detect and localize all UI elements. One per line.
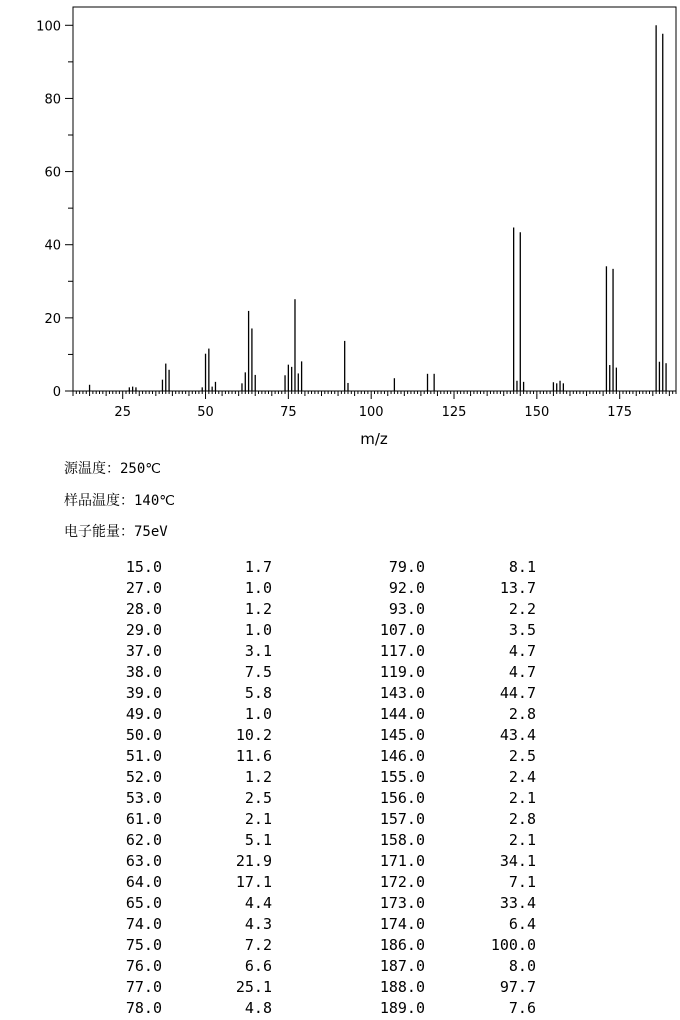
mz-value: 158.0 — [379, 831, 425, 849]
x-tick-label: 175 — [607, 405, 633, 420]
mz-value: 119.0 — [379, 663, 425, 681]
mz-value: 51.0 — [125, 747, 162, 765]
mz-value: 37.0 — [125, 642, 162, 660]
intensity-value: 25.1 — [235, 978, 272, 996]
intensity-value: 4.3 — [244, 915, 272, 933]
mz-value: 61.0 — [125, 810, 162, 828]
intensity-value: 2.8 — [508, 705, 536, 723]
table-row — [0, 704, 680, 725]
table-row — [0, 851, 680, 872]
mz-value: 107.0 — [379, 621, 425, 639]
mz-value: 156.0 — [379, 789, 425, 807]
source-temperature-label: 源温度： — [64, 461, 120, 477]
mz-value: 53.0 — [125, 789, 162, 807]
mz-value: 157.0 — [379, 810, 425, 828]
minor-ticks — [68, 62, 676, 396]
intensity-value: 34.1 — [499, 852, 536, 870]
intensity-value: 1.2 — [244, 768, 272, 786]
mz-value: 27.0 — [125, 579, 162, 597]
mz-value: 92.0 — [388, 579, 425, 597]
mz-value: 28.0 — [125, 600, 162, 618]
sample-temperature — [64, 492, 175, 510]
table-row — [0, 998, 680, 1019]
intensity-value: 2.2 — [508, 600, 536, 618]
mz-value: 173.0 — [379, 894, 425, 912]
intensity-value: 6.4 — [508, 915, 536, 933]
mz-value: 186.0 — [379, 936, 425, 954]
mz-value: 146.0 — [379, 747, 425, 765]
mz-value: 75.0 — [125, 936, 162, 954]
intensity-value: 3.5 — [508, 621, 536, 639]
intensity-value: 11.6 — [235, 747, 272, 765]
mz-value: 117.0 — [379, 642, 425, 660]
table-row — [0, 893, 680, 914]
x-tick-label: 25 — [114, 405, 131, 420]
mz-value: 144.0 — [379, 705, 425, 723]
table-row — [0, 830, 680, 851]
intensity-value: 4.4 — [244, 894, 272, 912]
y-axis — [36, 19, 73, 400]
table-row — [0, 914, 680, 935]
intensity-value: 1.2 — [244, 600, 272, 618]
table-row — [0, 641, 680, 662]
mz-value: 145.0 — [379, 726, 425, 744]
table-row — [0, 788, 680, 809]
intensity-value: 10.2 — [235, 726, 272, 744]
intensity-value: 13.7 — [499, 579, 536, 597]
intensity-value: 2.4 — [508, 768, 536, 786]
table-row — [0, 809, 680, 830]
x-tick-label: 150 — [524, 405, 550, 420]
plot-frame — [73, 7, 676, 391]
table-row — [0, 977, 680, 998]
mz-value: 155.0 — [379, 768, 425, 786]
mz-value: 171.0 — [379, 852, 425, 870]
intensity-value: 97.7 — [499, 978, 536, 996]
mz-value: 39.0 — [125, 684, 162, 702]
intensity-value: 4.7 — [508, 642, 536, 660]
electron-energy-label: 电子能量： — [64, 524, 134, 540]
table-row — [0, 662, 680, 683]
mz-value: 50.0 — [125, 726, 162, 744]
y-tick-label: 0 — [52, 385, 61, 400]
source-temperature — [64, 460, 161, 478]
mass-spectrum-chart — [0, 0, 680, 455]
mz-value: 64.0 — [125, 873, 162, 891]
x-tick-label: 125 — [441, 405, 467, 420]
mz-value: 77.0 — [125, 978, 162, 996]
x-axis-label: m/z — [360, 430, 388, 448]
mz-value: 78.0 — [125, 999, 162, 1017]
intensity-value: 100.0 — [490, 936, 536, 954]
x-tick-label: 75 — [280, 405, 297, 420]
intensity-value: 5.8 — [244, 684, 272, 702]
y-tick-label: 80 — [44, 92, 61, 108]
table-row — [0, 578, 680, 599]
electron-energy — [64, 523, 168, 541]
sample-temperature-value: 140℃ — [134, 493, 176, 509]
intensity-value: 8.0 — [508, 957, 536, 975]
intensity-value: 1.7 — [244, 558, 272, 576]
mz-value: 187.0 — [379, 957, 425, 975]
mz-value: 93.0 — [388, 600, 425, 618]
mz-value: 49.0 — [125, 705, 162, 723]
y-tick-label: 20 — [44, 311, 61, 327]
mz-value: 174.0 — [379, 915, 425, 933]
intensity-value: 7.5 — [244, 663, 272, 681]
intensity-value: 6.6 — [244, 957, 272, 975]
mz-value: 65.0 — [125, 894, 162, 912]
intensity-value: 1.0 — [244, 705, 272, 723]
intensity-value: 44.7 — [499, 684, 536, 702]
table-row — [0, 956, 680, 977]
table-row — [0, 620, 680, 641]
source-temperature-value: 250℃ — [120, 461, 162, 477]
intensity-value: 3.1 — [244, 642, 272, 660]
x-tick-label: 50 — [197, 405, 214, 420]
mz-value: 76.0 — [125, 957, 162, 975]
intensity-value: 21.9 — [235, 852, 272, 870]
mz-value: 62.0 — [125, 831, 162, 849]
intensity-value: 1.0 — [244, 579, 272, 597]
intensity-value: 2.5 — [508, 747, 536, 765]
mz-value: 188.0 — [379, 978, 425, 996]
mz-value: 52.0 — [125, 768, 162, 786]
intensity-value: 2.1 — [244, 810, 272, 828]
intensity-value: 2.8 — [508, 810, 536, 828]
intensity-value: 2.1 — [508, 789, 536, 807]
table-row — [0, 725, 680, 746]
table-row — [0, 767, 680, 788]
intensity-value: 8.1 — [508, 558, 536, 576]
mz-value: 15.0 — [125, 558, 162, 576]
intensity-value: 2.1 — [508, 831, 536, 849]
table-row — [0, 557, 680, 578]
mz-value: 189.0 — [379, 999, 425, 1017]
intensity-value: 4.8 — [244, 999, 272, 1017]
x-axis — [114, 391, 632, 420]
y-tick-label: 100 — [36, 19, 61, 35]
y-tick-label: 40 — [44, 238, 61, 254]
table-row — [0, 746, 680, 767]
intensity-value: 7.1 — [508, 873, 536, 891]
spectrum-peaks — [90, 25, 666, 391]
intensity-value: 7.2 — [244, 936, 272, 954]
x-tick-label: 100 — [358, 405, 384, 420]
mz-value: 63.0 — [125, 852, 162, 870]
table-row — [0, 683, 680, 704]
mz-value: 143.0 — [379, 684, 425, 702]
sample-temperature-label: 样品温度： — [64, 493, 134, 509]
mz-value: 74.0 — [125, 915, 162, 933]
table-row — [0, 872, 680, 893]
y-tick-label: 60 — [44, 165, 61, 181]
mz-value: 172.0 — [379, 873, 425, 891]
intensity-value: 7.6 — [508, 999, 536, 1017]
mz-value: 29.0 — [125, 621, 162, 639]
intensity-value: 33.4 — [499, 894, 536, 912]
mz-value: 79.0 — [388, 558, 425, 576]
mz-value: 38.0 — [125, 663, 162, 681]
electron-energy-value: 75eV — [134, 524, 168, 540]
intensity-value: 4.7 — [508, 663, 536, 681]
table-row — [0, 935, 680, 956]
intensity-value: 5.1 — [244, 831, 272, 849]
table-row — [0, 599, 680, 620]
intensity-value: 17.1 — [235, 873, 272, 891]
intensity-value: 43.4 — [499, 726, 536, 744]
intensity-value: 2.5 — [244, 789, 272, 807]
intensity-value: 1.0 — [244, 621, 272, 639]
